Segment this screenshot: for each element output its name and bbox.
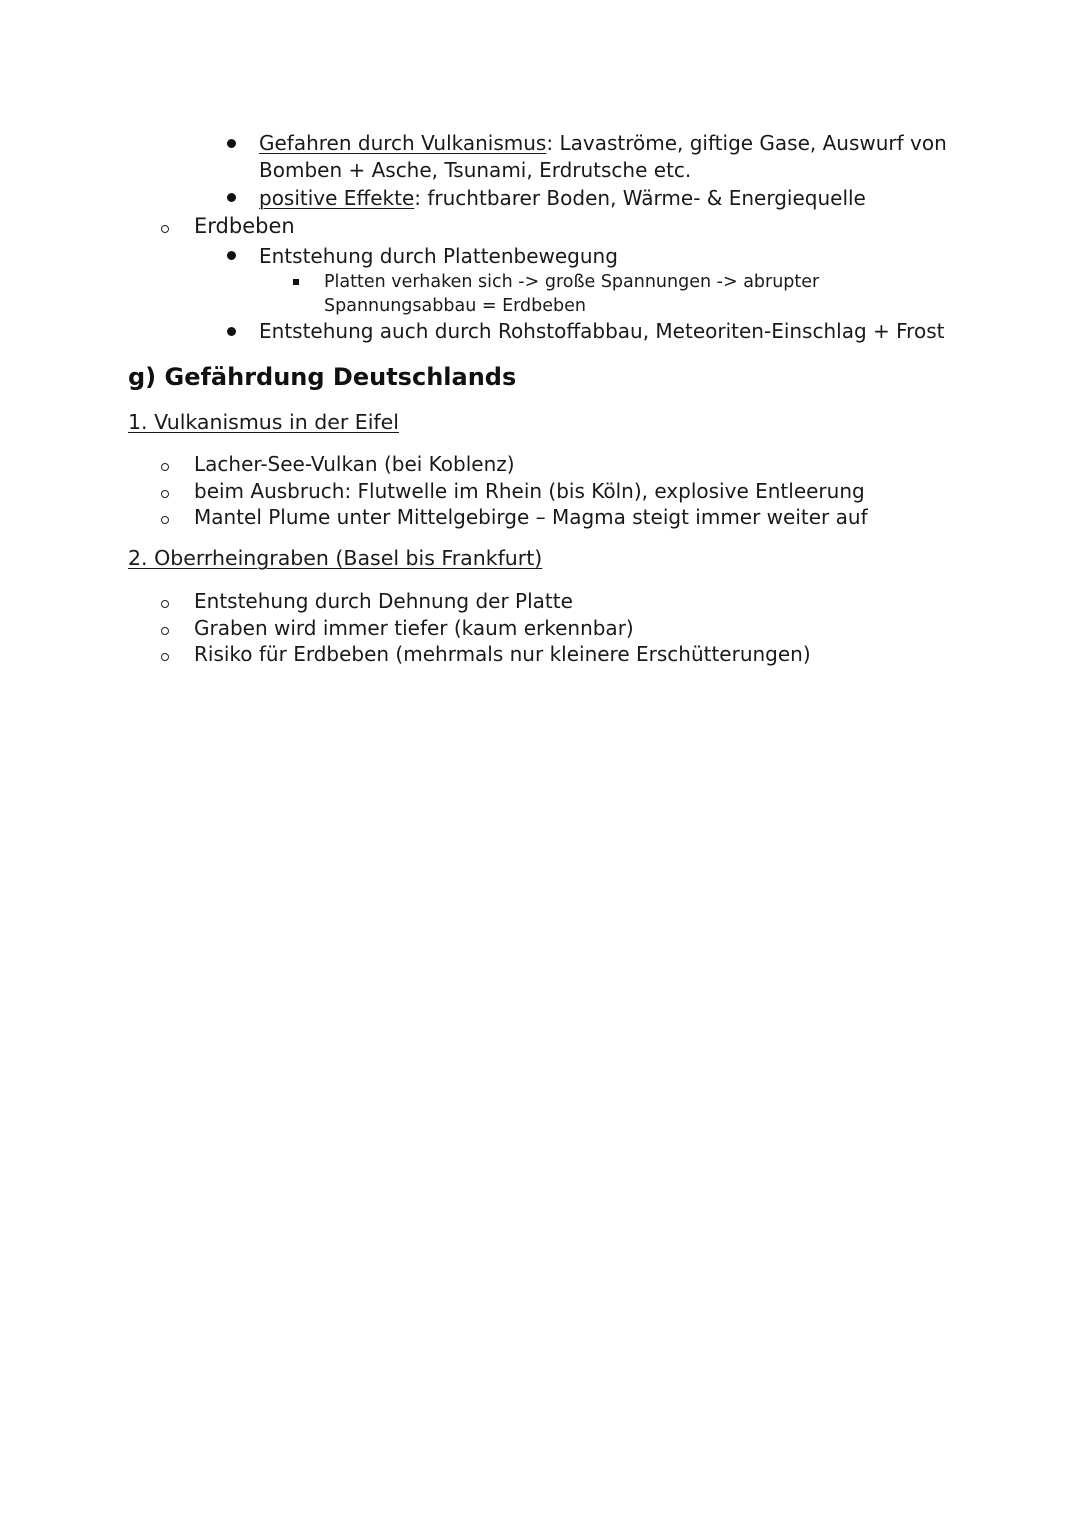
positive-effekte-line xyxy=(259,185,866,211)
erdbeben-entstehung-platten: Entstehung durch Plattenbewegung xyxy=(259,244,618,268)
bullet-circle-icon xyxy=(161,225,169,233)
erdbeben-entstehung-auch: Entstehung auch durch Rohstoffabbau, Meteoriten-Einschlag + Frost xyxy=(259,319,945,343)
eifel-item: Lacher-See-Vulkan (bei Koblenz) xyxy=(194,452,515,476)
bullet-dot-icon xyxy=(227,139,236,148)
bullet-circle-icon xyxy=(161,653,169,661)
oberrhein-heading: 2. Oberrheingraben (Basel bis Frankfurt) xyxy=(128,546,543,570)
bullet-circle-icon xyxy=(161,600,169,608)
bullet-dot-icon xyxy=(227,327,236,336)
gefahren-label: Gefahren durch Vulkanismus xyxy=(259,131,547,155)
bullet-circle-icon xyxy=(161,463,169,471)
oberrhein-item: Graben wird immer tiefer (kaum erkennbar) xyxy=(194,616,634,640)
positive-effekte-text: : fruchtbarer Boden, Wärme- & Energiequelle xyxy=(414,186,866,210)
gefahren-line-1 xyxy=(259,130,947,156)
erdbeben-title: Erdbeben xyxy=(194,214,295,238)
erdbeben-detail-2: Spannungsabbau = Erdbeben xyxy=(324,296,586,316)
bullet-circle-icon xyxy=(161,490,169,498)
eifel-item: Mantel Plume unter Mittelgebirge – Magma steigt immer weiter auf xyxy=(194,505,868,529)
eifel-heading: 1. Vulkanismus in der Eifel xyxy=(128,410,399,434)
gefahren-line-2: Bomben + Asche, Tsunami, Erdrutsche etc. xyxy=(259,158,692,182)
bullet-circle-icon xyxy=(161,627,169,635)
oberrhein-item: Risiko für Erdbeben (mehrmals nur kleinere Erschütterungen) xyxy=(194,642,811,666)
erdbeben-detail-1: Platten verhaken sich -> große Spannungen -> abrupter xyxy=(324,272,820,292)
positive-effekte-label: positive Effekte xyxy=(259,186,415,210)
bullet-dot-icon xyxy=(227,193,236,202)
bullet-circle-icon xyxy=(161,516,169,524)
oberrhein-item: Entstehung durch Dehnung der Platte xyxy=(194,589,573,613)
bullet-dot-icon xyxy=(227,251,236,260)
section-heading: g) Gefährdung Deutschlands xyxy=(128,363,517,391)
bullet-square-icon xyxy=(293,279,299,285)
eifel-item: beim Ausbruch: Flutwelle im Rhein (bis Köln), explosive Entleerung xyxy=(194,479,865,503)
gefahren-text-1: : Lavaströme, giftige Gase, Auswurf von xyxy=(546,131,947,155)
